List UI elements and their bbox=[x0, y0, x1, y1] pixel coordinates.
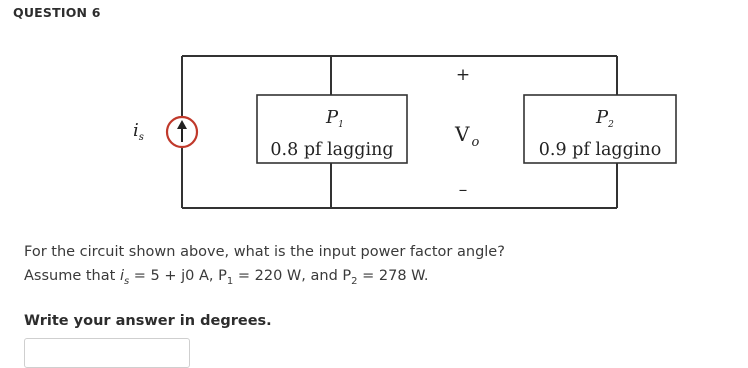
load-2-pf: 0.9 pf laggino bbox=[538, 140, 662, 160]
question-line-1: For the circuit shown above, what is the input power factor angle? bbox=[24, 244, 505, 260]
load-1-pf: 0.8 pf lagging bbox=[270, 140, 394, 160]
load-1-name: $P_1$ bbox=[326, 107, 344, 130]
source-label: $i_s$ bbox=[133, 120, 144, 143]
current-source bbox=[167, 117, 197, 147]
question-header: QUESTION 6 bbox=[13, 5, 101, 20]
question-line-2: Assume that $i_s = 5 + j0$ A, $P_1 = 220$ W, and $P_2 = 278$ W. bbox=[24, 268, 429, 287]
answer-input[interactable] bbox=[24, 338, 190, 368]
question-text bbox=[24, 240, 505, 294]
voltage-minus: – bbox=[458, 180, 468, 200]
answer-instruction: Write your answer in degrees. bbox=[24, 313, 272, 329]
voltage-plus: + bbox=[455, 65, 471, 85]
voltage-label: V $_o$ bbox=[455, 122, 480, 150]
load-2-name: $P_2$ bbox=[596, 107, 614, 130]
